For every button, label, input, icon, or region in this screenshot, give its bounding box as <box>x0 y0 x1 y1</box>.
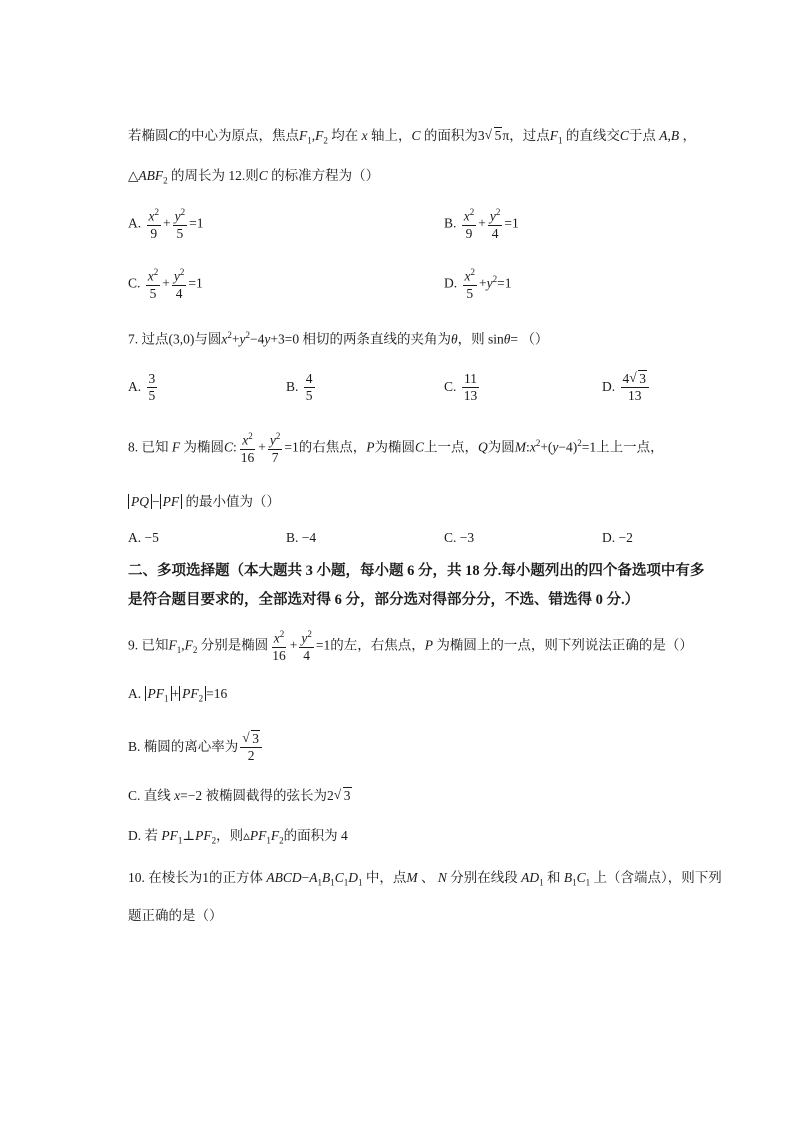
section2-heading-line1: 二、多项选择题（本大题共 3 小题，每小题 6 分，共 18 分.每小题列出的四个备选项中有多 <box>128 563 705 579</box>
q8-option-b[interactable]: B. −4 <box>286 530 317 545</box>
q10-stem-line2: 题正确的是（） <box>128 908 223 923</box>
q9-option-d[interactable]: D. 若 $PF_1\perp PF_2$，则$▵PF_1F_2$的面积为 4 <box>128 828 348 846</box>
q6-option-b[interactable]: B. $\frac{x^2}{9}$ + $\frac{y^2}{4}$ =1 <box>444 207 519 241</box>
q10-stem-line1: 10. 在棱长为1的正方体 $ABCD-A_1B_1C_1D_1$ 中，点M 、 N 分别在线段 $AD_1$ 和 $B_1C_1$ 上（含端点），则下列 <box>128 870 722 888</box>
q7-option-b[interactable]: B. $\frac{4}{5}$ <box>286 371 313 404</box>
q8-option-c[interactable]: C. −3 <box>444 530 475 545</box>
q7-option-d[interactable]: D. $\frac{4√ 3}{13}$ <box>602 372 651 403</box>
q7-stem: 7. 过点(3,0)与圆$x^2+y^2-4y+3=0$ 相切的两条直线的夹角为θ，则 sinθ= （） <box>128 330 549 347</box>
q9-option-b[interactable]: B. 椭圆的离心率为 √ $\frac{3}{2}$ <box>128 732 264 763</box>
q6-option-c[interactable]: C. $\frac{x^2}{5}$ + $\frac{y^2}{4}$ =1 <box>128 267 203 301</box>
q8-option-d[interactable]: D. −2 <box>602 530 633 545</box>
q6-stem-line1: 若椭圆C的中心为原点，焦点$F_1,F_2$ 均在 x 轴上，C 的面积为3√ 5π，过点$F_1$ 的直线交C于点 A,B ， <box>128 128 696 146</box>
q8-stem-line1: 8. 已知 F 为椭圆C: $\frac{x^2}{16}$ + $\frac{y^2}{7}$ =1的右焦点，P为椭圆C上一点，Q为圆$M:x^2+(y-4)^2=1$上上一点， <box>128 431 664 465</box>
q7-option-c[interactable]: C. $\frac{11}{13}$ <box>444 371 478 404</box>
section2-heading-line2: 是符合题目要求的，全部选对得 6 分，部分选对得部分分，不选、错选得 0 分.） <box>128 592 640 608</box>
q7-option-a[interactable]: A. $\frac{3}{5}$ <box>128 371 156 404</box>
q8-option-a[interactable]: A. −5 <box>128 530 159 545</box>
q6-stem-line2: $\triangle ABF_2$ 的周长为 12.则C 的标准方程为（） <box>128 168 380 186</box>
q6-option-a[interactable]: A. $\frac{x^2}{9}$ + $\frac{y^2}{5}$ =1 <box>128 207 204 241</box>
q6-option-d[interactable]: D. $\frac{x^2}{5}$ $+y^2=1$ <box>444 267 512 301</box>
q8-stem-line2: PQ − PF 的最小值为（） <box>128 494 280 510</box>
q9-stem: 9. 已知$F_1,F_2$ 分别是椭圆 $\frac{x^2}{16}$ + $\frac{y^2}{4}$ =1的左，右焦点，P 为椭圆上的一点，则下列说法正确的是（） <box>128 629 693 663</box>
q9-option-c[interactable]: C. 直线 x=−2 被椭圆截得的弦长为2√ 3 <box>128 788 352 804</box>
q9-option-a[interactable]: A. $PF_1 + PF_2 =16$ <box>128 686 228 704</box>
